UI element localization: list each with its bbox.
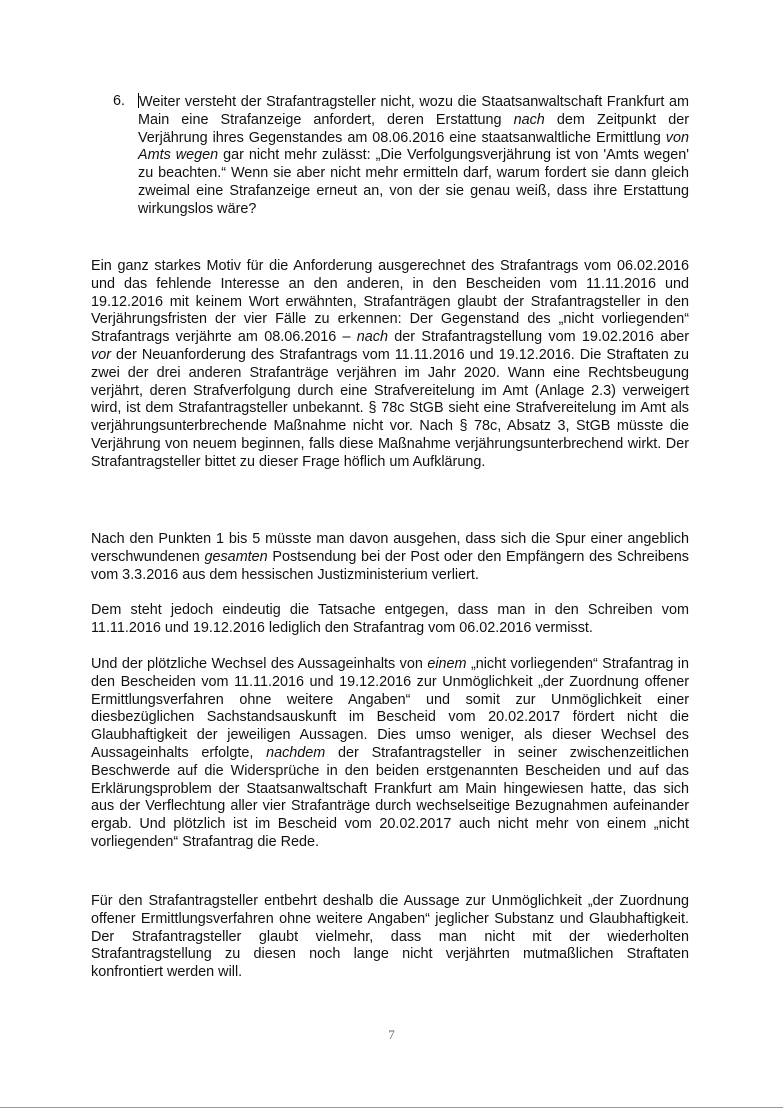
paragraph-motive: Ein ganz starkes Motiv für die Anforderung ausgerechnet des Strafantrags vom 06.02.2016 und das fehlende Interesse an den anderen, in den Bescheiden vom 11.11.2016 und 19.12.2016 mit keinem Wort erwähnten, Strafanträgen glaubt der Strafantragsteller in den Verjährungsfristen der vier Fälle zu erkennen: Der Gegenstand des „nicht vorliegenden“ Strafantrags verjährte am 08.06.2016 – nach der Strafantragstellung vom 19.02.2016 aber vor der Neuanforderung des Strafantrags vom 11.11.2016 und 19.12.2016. Die Straftaten zu zwei der drei anderen Strafanträge verjähren im Jahr 2020. Wann eine Rechtsbeugung verjährt, deren Strafverfolgung durch eine Strafvereitelung im Amt (Anlage 2.3) verweigert wird, ist dem Strafantragsteller unbekannt. § 78c StGB sieht eine Strafvereitelung im Amt als verjährungsunterbrechende Maßnahme nicht vor. Nach § 78c, Absatz 3, StGB müsste die Verjährung von neuem beginnen, falls diese Maßnahme verjährungsunterbrechend wirkt. Der Strafantragsteller bittet zu dieser Frage höflich um Aufklärung. [91, 258, 689, 470]
page-number: 7 [388, 1027, 395, 1042]
paragraph-conclusion: Für den Strafantragsteller entbehrt deshalb die Aussage zur Unmöglichkeit „der Zuordnung offener Ermittlungsverfahren ohne weitere Angaben“ jeglicher Substanz und Glaubhaftigkeit. Der Strafantragsteller glaubt vielmehr, dass man nicht mit der wiederholten Strafantragstellung zu diesen noch lange nicht verjährten mutmaßlichen Straftaten konfrontiert werden will. [91, 893, 689, 981]
page-bottom-divider [0, 1107, 783, 1108]
list-item-6 [113, 93, 689, 219]
list-number: 6. [113, 93, 126, 109]
paragraph-contrary: Dem steht jedoch eindeutig die Tatsache entgegen, dass man in den Schreiben vom 11.11.2016 und 19.12.2016 lediglich den Strafantrag vom 06.02.2016 vermisst. [91, 602, 689, 636]
paragraph-change: Und der plötzliche Wechsel des Aussageinhalts von einem „nicht vorliegenden“ Strafantrag in den Bescheiden vom 11.11.2016 und 19.12.2016 zur Unmöglichkeit „der Zuordnung offener Ermittlungsverfahren ohne weitere Angaben“ und somit zur Unmöglichkeit einer diesbezüglichen Sachstandsauskunft im Bescheid vom 20.02.2017 fördert nicht die Glaubhaftigkeit der jeweiligen Aussagen. Dies umso weniger, als dieser Wechsel des Aussageinhalts erfolgte, nachdem der Strafantragsteller in seiner zwischenzeitlichen Beschwerde auf die Widersprüche in den beiden erstgenannten Bescheiden und auf das Erklärungsproblem der Staatsanwaltschaft Frankfurt am Main hingewiesen hatte, das sich aus der Verflechtung aller vier Strafanträge durch wechselseitige Bezugnahmen aufeinander ergab. Und plötzlich ist im Bescheid vom 20.02.2017 auch nicht mehr von einem „nicht vorliegenden“ Strafantrag die Rede. [91, 656, 690, 850]
list-item-text: Weiter versteht der Strafantragsteller nicht, wozu die Staatsanwaltschaft Frankfurt am Main eine Strafanzeige anfordert, deren Erstattung nach dem Zeitpunkt der Verjährung ihres Gegenstandes am 08.06.2016 eine staatsanwaltliche Ermittlung von Amts wegen gar nicht mehr zulässt: „Die Verfolgungsverjährung ist von 'Amts wegen' zu beachten.“ Wenn sie aber nicht mehr ermitteln darf, warum fordert sie dann gleich zweimal eine Strafanzeige erneut an, von der sie genau weiß, dass ihre Erstattung wirkungslos wäre? [138, 94, 689, 217]
paragraph-points: Nach den Punkten 1 bis 5 müsste man davon ausgehen, dass sich die Spur einer angeblich verschwundenen gesamten Postsendung bei der Post oder den Empfängern des Schreibens vom 3.3.2016 aus dem hessischen Justizministerium verliert. [91, 531, 689, 583]
